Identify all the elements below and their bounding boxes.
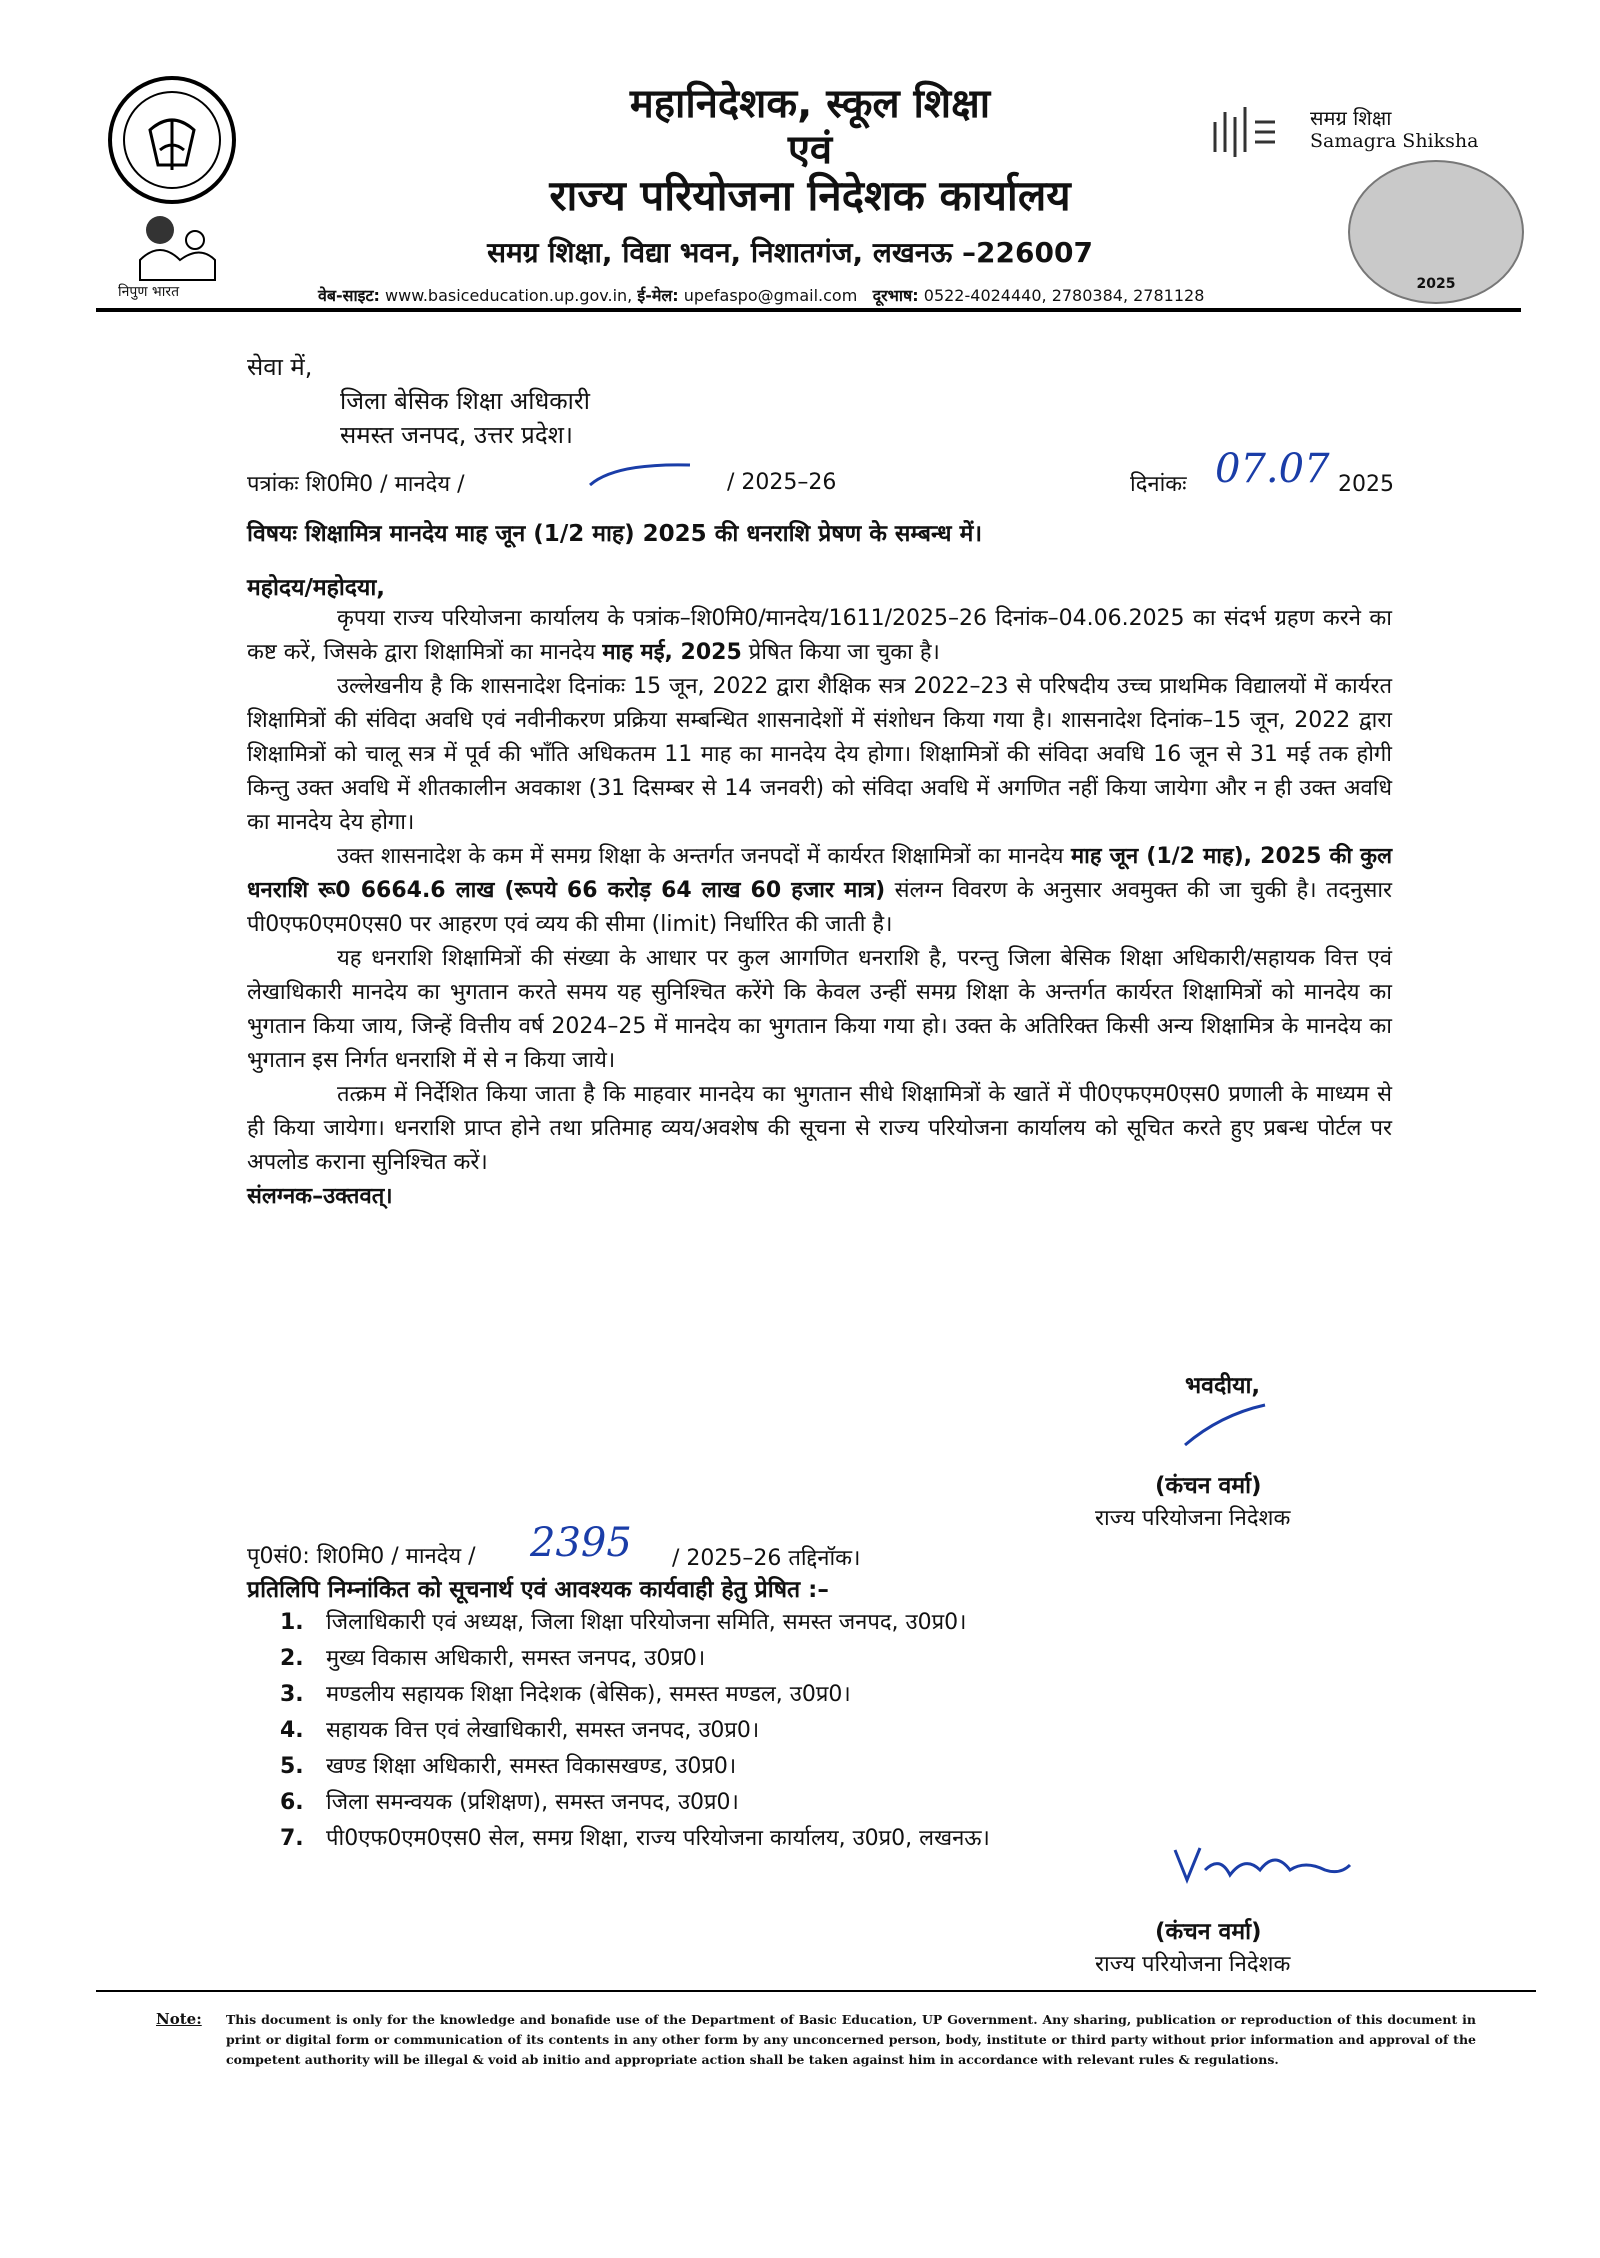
date-label: दिनांकः [1130, 472, 1187, 497]
copy-ref-suffix: / 2025–26 तद्दिनॉक। [672, 1546, 861, 1571]
date-handwritten: 07.07 [1215, 446, 1330, 492]
letter-subject: विषयः शिक्षामित्र मानदेय माह जून (1/2 माह) 2025 की धनराशि प्रेषण के सम्बन्ध में। [247, 521, 983, 547]
letter-ref-label: पत्रांकः शि0मि0 / मानदेय / [247, 472, 465, 497]
header-line3: राज्य परियोजना निदेशक कार्यालय [549, 171, 1071, 220]
nipun-bharat-caption: निपुण भारत [118, 284, 180, 300]
paragraph-2: उल्लेखनीय है कि शासनादेश दिनांकः 15 जून, 2022 द्वारा शैक्षिक सत्र 2022–23 से परिषदीय उच्च प्राथमिक विद्यालयों में कार्यरत शिक्षामित्रों की संविदा अवधि एवं नवीनीकरण प्रक्रिया सम्बन्धित शासनादेशों में संशोधन किया गया है। शासनादेश दिनांक–15 जून, 2022 द्वारा शिक्षामित्रों को चालू सत्र में पूर्व की भाँति अधिकतम 11 माह का मानदेय देय होगा। शिक्षामित्रों की संविदा अवधि 16 जून से 31 मई तक होगी किन्तु उक्त अवधि में शीतकालीन अवकाश (31 दिसम्बर से 14 जनवरी) को संविदा अवधि में अगणित नहीं किया जायेगा और न ही उक्त अवधि का मानदेय देय होगा। [247, 674, 1392, 835]
addressee-line2: समस्त जनपद, उत्तर प्रदेश। [340, 421, 573, 449]
samagra-seal-icon [1348, 160, 1524, 304]
signatory-name-2: (कंचन वर्मा) [1155, 1919, 1262, 1945]
note-text: This document is only for the knowledge and bonafide use of the Department of Basic Education, UP Government. Any sharing, publication or reproduction of this document in print or digital form or communication of its contents in any other form by any unconcerned person, body, institute or third party without prior information and approval of the competent authority will be illegal & void ab initio and appropriate action shall be taken against him in accordance with relevant rules & regulations. [226, 2012, 1476, 2067]
footer-divider [96, 1990, 1536, 1992]
list-item: 7. पी0एफ0एम0एस0 सेल, समग्र शिक्षा, राज्य परियोजना कार्यालय, उ0प्र0, लखनऊ। [280, 1826, 990, 1851]
list-item: 4. सहायक वित्त एवं लेखाधिकारी, समस्त जनपद, उ0प्र0। [280, 1718, 760, 1743]
header-divider [96, 308, 1521, 312]
list-item: 1. जिलाधिकारी एवं अध्यक्ष, जिला शिक्षा परियोजना समिति, समस्त जनपद, उ0प्र0। [280, 1610, 967, 1635]
letter-ref-suffix: / 2025–26 [727, 470, 837, 495]
phone-numbers: 0522-4024440, 2780384, 2781128 [923, 286, 1205, 305]
header-contact [318, 284, 1398, 306]
copy-ref-handwritten: 2395 [530, 1520, 632, 1566]
ref-number-scribble [585, 455, 695, 495]
up-government-logo [100, 70, 270, 315]
email-link[interactable]: upefaspo@gmail.com [683, 286, 858, 305]
phone-label: दूरभाष: [872, 286, 919, 305]
website-link[interactable]: www.basiceducation.up.gov.in, [385, 286, 633, 305]
list-item: 3. मण्डलीय सहायक शिक्षा निदेशक (बेसिक), समस्त मण्डल, उ0प्र0। [280, 1682, 851, 1707]
header-address: समग्र शिक्षा, विद्या भवन, निशातगंज, लखनऊ –226007 [487, 236, 1093, 269]
closing-text: भवदीया, [1185, 1373, 1261, 1399]
signature-1 [1180, 1400, 1270, 1450]
addressee-line1: जिला बेसिक शिक्षा अधिकारी [340, 387, 590, 415]
copy-heading: प्रतिलिपि निम्नांकित को सूचनार्थ एवं आवश्यक कार्यवाही हेतु प्रेषित :– [247, 1577, 829, 1603]
note-label: Note: [156, 2010, 202, 2028]
letter-greeting: महोदय/महोदया, [247, 575, 386, 601]
enclosure-line: संलग्नक–उक्तवत्। [247, 1184, 393, 1209]
date-year: 2025 [1338, 472, 1394, 497]
samagra-logo-subtitle: Samagra Shiksha [1310, 130, 1479, 152]
header-line2: एवं [787, 127, 833, 173]
paragraph-1: कृपया राज्य परियोजना कार्यालय के पत्रांक–शि0मि0/मानदेय/1611/2025–26 दिनांक–04.06.2025 का संदर्भ ग्रहण करने का कष्ट करें, जिसके द्वारा शिक्षामित्रों का मानदेय माह मई, 2025 प्रेषित किया जा चुका है। [247, 606, 1392, 665]
paragraph-4: यह धनराशि शिक्षामित्रों की संख्या के आधार पर कुल आगणित धनराशि है, परन्तु जिला बेसिक शिक्षा अधिकारी/सहायक वित्त एवं लेखाधिकारी मानदेय का भुगतान करते समय यह सुनिश्चित करेंगे कि केवल उन्हीं समग्र शिक्षा के अन्तर्गत कार्यरत शिक्षामित्रों को मानदेय का भुगतान किया जाय, जिन्हें वित्तीय वर्ष 2024–25 में मानदेय का भुगतान किया गया हो। उक्त के अतिरिक्त किसी अन्य शिक्षामित्र के मानदेय का भुगतान इस निर्गत धनराशि में से न किया जाये। [247, 946, 1392, 1073]
samagra-logo-title: समग्र शिक्षा [1310, 106, 1392, 130]
seal-year: 2025 [1416, 276, 1456, 292]
letter-body [247, 602, 1392, 1214]
signatory-name-1: (कंचन वर्मा) [1155, 1473, 1262, 1499]
signatory-title-2: राज्य परियोजना निदेशक [1095, 1952, 1291, 1977]
signature-2 [1165, 1840, 1355, 1890]
list-item: 6. जिला समन्वयक (प्रशिक्षण), समस्त जनपद, उ0प्र0। [280, 1790, 739, 1815]
samagra-shiksha-logo [1205, 102, 1305, 166]
copy-recipient-list [280, 1605, 990, 1857]
copy-ref-label: पृ0सं0: शि0मि0 / मानदेय / [247, 1544, 476, 1569]
list-item: 5. खण्ड शिक्षा अधिकारी, समस्त विकासखण्ड, उ0प्र0। [280, 1754, 737, 1779]
email-label: ई-मेल: [637, 286, 679, 305]
paragraph-5: तत्क्रम में निर्देशित किया जाता है कि माहवार मानदेय का भुगतान सीधे शिक्षामित्रों के खातें में पी0एफएम0एस0 प्रणाली के माध्यम से ही किया जायेगा। धनराशि प्राप्त होने तथा प्रतिमाह व्यय/अवशेष की सूचना से राज्य परियोजना कार्यालय को सूचित करते हुए प्रबन्ध पोर्टल पर अपलोड कराना सुनिश्चित करें। [247, 1082, 1392, 1175]
list-item: 2. मुख्य विकास अधिकारी, समस्त जनपद, उ0प्र0। [280, 1646, 706, 1671]
paragraph-3: उक्त शासनादेश के कम में समग्र शिक्षा के अन्तर्गत जनपदों में कार्यरत शिक्षामित्रों का मानदेय माह जून (1/2 माह), 2025 की कुल धनराशि रू0 6664.6 लाख (रूपये 66 करोड़ 64 लाख 60 हजार मात्र) संलग्न विवरण के अनुसार अवमुक्त की जा चुकी है। तदनुसार पी0एफ0एम0एस0 पर आहरण एवं व्यय की सीमा (limit) निर्धारित की जाती है। [247, 844, 1393, 937]
signatory-title-1: राज्य परियोजना निदेशक [1095, 1506, 1291, 1531]
salutation-to: सेवा में, [247, 353, 313, 381]
header-line1: महानिदेशक, स्कूल शिक्षा [629, 81, 991, 127]
web-label: वेब-साइट: [318, 286, 380, 305]
